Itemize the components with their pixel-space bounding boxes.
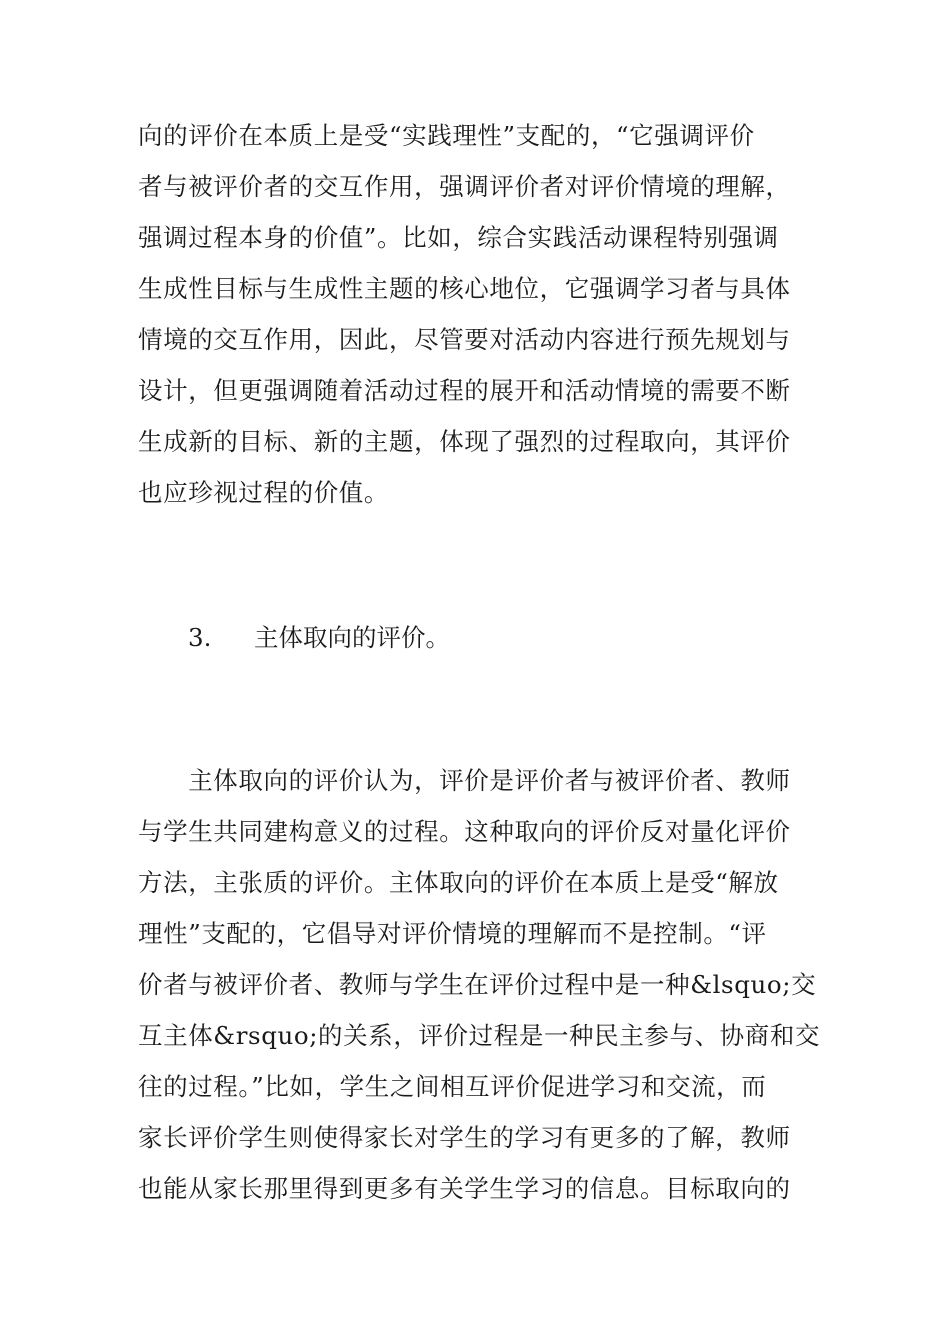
text-line: 方法，主张质的评价。主体取向的评价在本质上是受“解放 [138,868,779,897]
text-line: 理性”支配的，它倡导对评价情境的理解而不是控制。“评 [138,919,767,948]
text-line: 强调过程本身的价值”。比如，综合实践活动课程特别强调 [138,223,779,252]
text-line: 往的过程。”比如，学生之间相互评价促进学习和交流，而 [138,1072,767,1101]
text-line: 互主体&rsquo;的关系，评价过程是一种民主参与、协商和交 [138,1021,821,1050]
text-line: 生成性目标与生成性主题的核心地位，它强调学习者与具体 [138,274,791,303]
text-line: 也能从家长那里得到更多有关学生学习的信息。目标取向的 [138,1174,791,1203]
section-heading [188,612,450,663]
text-line: 生成新的目标、新的主题，体现了强烈的过程取向，其评价 [138,427,791,456]
text-line: 向的评价在本质上是受“实践理性”支配的，“它强调评价 [138,121,755,150]
text-line: 主体取向的评价认为，评价是评价者与被评价者、教师 [138,766,791,795]
section-title: 主体取向的评价。 [254,623,450,652]
text-line: 设计，但更强调随着活动过程的展开和活动情境的需要不断 [138,376,791,405]
text-line: 与学生共同建构意义的过程。这种取向的评价反对量化评价 [138,817,791,846]
text-line: 家长评价学生则使得家长对学生的学习有更多的了解，教师 [138,1123,791,1152]
text-line: 也应珍视过程的价值。 [138,478,389,507]
text-line: 价者与被评价者、教师与学生在评价过程中是一种&lsquo;交 [138,970,817,999]
paragraph-subject-orientation [138,755,828,1214]
section-number: 3. [188,623,212,652]
paragraph-process-orientation [138,110,828,518]
text-line: 情境的交互作用，因此，尽管要对活动内容进行预先规划与 [138,325,791,354]
text-line: 者与被评价者的交互作用，强调评价者对评价情境的理解， [138,172,791,201]
